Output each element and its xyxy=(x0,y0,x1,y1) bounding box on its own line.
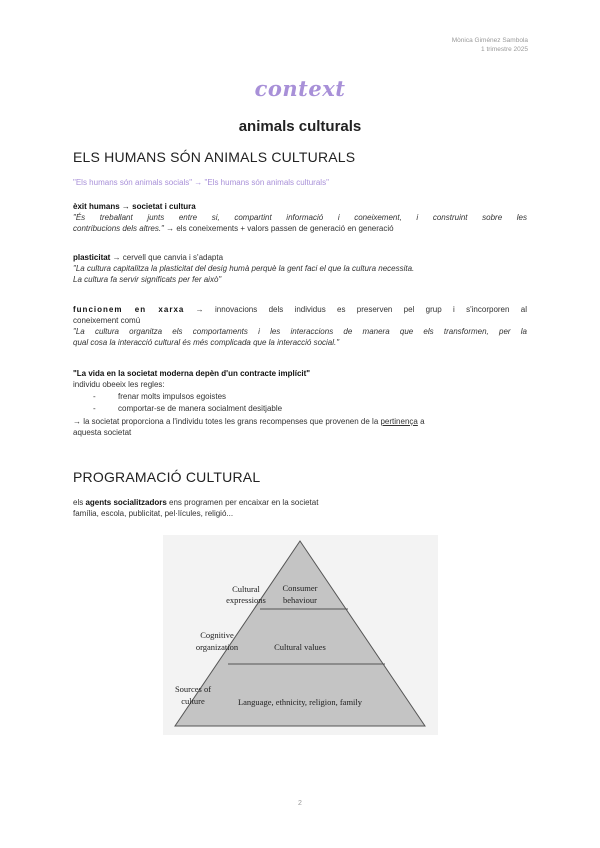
term-label: 1 trimestre 2025 xyxy=(481,46,528,53)
block-xarxa: funcionem en xarxa → innovacions dels individus es preserven pel grup i s'incorporen al coneixement comú "La cultura organitza els comportaments i les interaccions de manera que els transformen, per la qual cosa la interacció cultural és més complicada que la interacció social." xyxy=(73,305,528,347)
dash: - xyxy=(93,404,96,413)
side-label: culture xyxy=(181,696,205,706)
quote-line: "La cultura capitalitza la plasticitat del desig humà perquè la gent faci el que la cultura necessita. xyxy=(73,264,415,273)
quote-line-2: contribucions dels altres." → els coneixements + valors passen de generació en generació xyxy=(73,224,394,233)
dash: - xyxy=(93,392,96,401)
pyramid-svg xyxy=(163,535,438,735)
page-title: animals culturals xyxy=(238,118,362,135)
block-line: coneixement comú xyxy=(73,316,141,325)
level-label: Language, ethnicity, religion, family xyxy=(237,697,363,707)
heading-humans-culturals: ELS HUMANS SÓN ANIMALS CULTURALS xyxy=(73,149,356,165)
list-item: frenar molts impulsos egoistes xyxy=(118,392,227,401)
block-plasticitat: plasticitat → cervell que canvia i s'adapta "La cultura capitalitza la plasticitat del desig humà perquè la gent faci el que la cultura necessita. La cultura fa servir significats per fer això" xyxy=(73,252,527,285)
block-title: "La vida en la societat moderna depèn d'un contracte implícit" xyxy=(73,369,311,378)
pyramid-figure xyxy=(163,535,438,735)
heading-programacio: PROGRAMACIÓ CULTURAL xyxy=(73,469,261,485)
block-exit-humans xyxy=(73,201,527,234)
level-label: Consumer xyxy=(282,583,318,593)
side-label: Cognitive xyxy=(200,630,234,640)
block-title: funcionem en xarxa xyxy=(73,305,185,314)
block-contracte xyxy=(73,368,527,390)
level-label: behaviour xyxy=(283,595,317,605)
pertinenca-link: pertinença xyxy=(380,417,418,426)
quote-line-2: La cultura fa servir significats per fer això" xyxy=(73,275,222,284)
block-title: plasticitat xyxy=(73,253,111,262)
section-title: context xyxy=(254,76,346,101)
block-conclusion: → la societat proporciona a l'individu totes les grans recompenses que provenen de la pertinença a aquesta societat xyxy=(73,417,425,437)
page-number: 2 xyxy=(298,800,302,807)
quote-line: "És treballant junts entre si, compartint informació i coneixement, i construint sobre les xyxy=(73,213,527,222)
side-label: organization xyxy=(195,642,239,652)
side-label: expressions xyxy=(226,595,266,605)
block-title: èxit humans → societat i cultura xyxy=(73,202,196,211)
block-line: individu obeeix les regles: xyxy=(73,380,165,389)
author-name: Mònica Giménez Sambola xyxy=(451,37,528,44)
purple-quote: "Els humans són animals socials" → "Els humans són animals culturals" xyxy=(73,178,329,187)
level-label: Cultural values xyxy=(274,642,326,652)
block-agents: els agents socialitzadors ens programen per encaixar en la societat família, escola, publicitat, pel·lícules, religió... xyxy=(73,498,319,518)
side-label: Sources of xyxy=(174,684,212,694)
list-item: comportar-se de manera socialment desitjable xyxy=(118,404,283,413)
quote-line-2: qual cosa la interacció cultural és més complicada que la interacció social." xyxy=(73,338,340,347)
side-label: Cultural xyxy=(232,584,260,594)
author-header xyxy=(452,36,528,54)
quote-line: "La cultura organitza els comportaments i les interaccions de manera que els transformen, per la xyxy=(73,327,527,336)
